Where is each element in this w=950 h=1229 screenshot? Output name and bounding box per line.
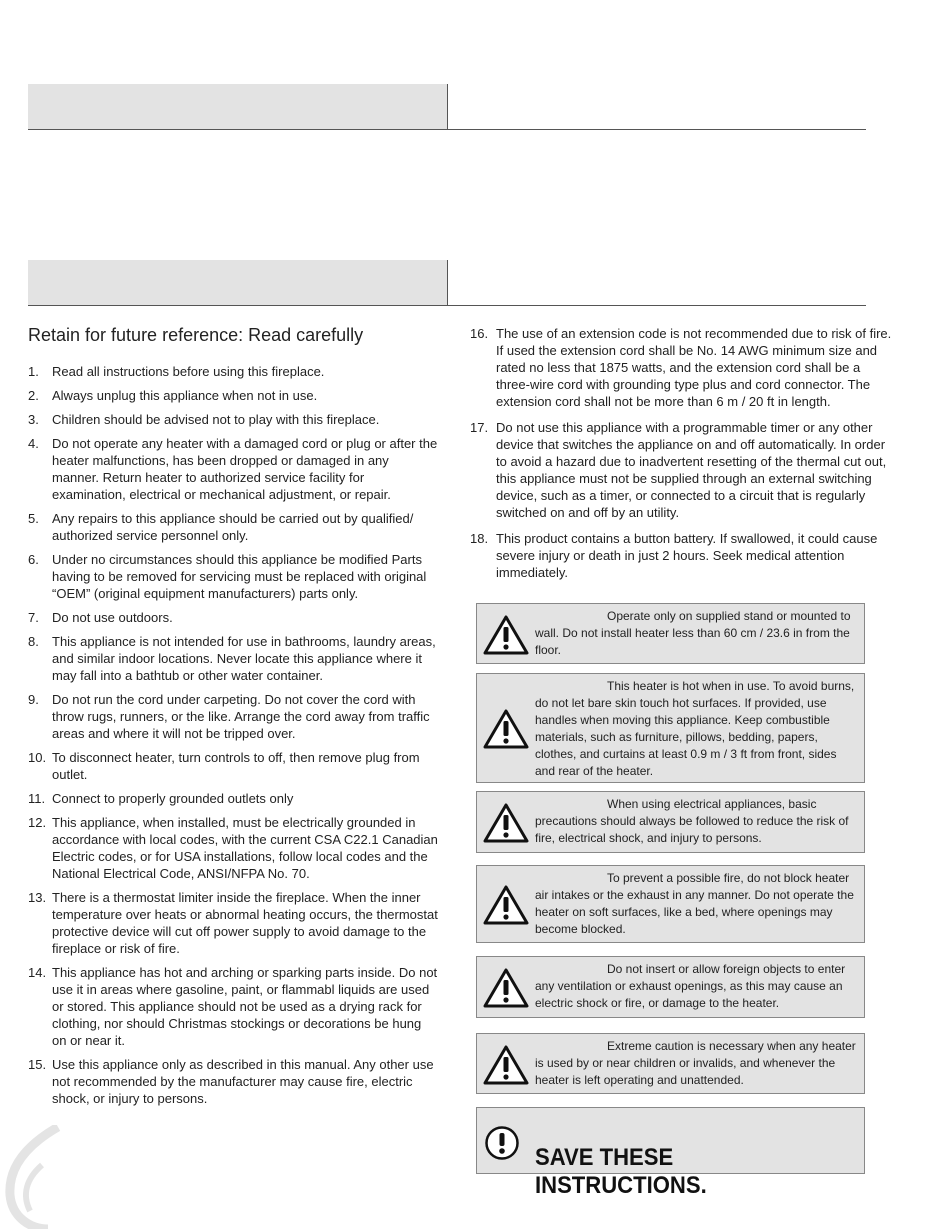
warning-triangle-icon [482, 967, 530, 1009]
header-bar-2 [28, 260, 447, 305]
warning-text-rest: air intakes or the exhaust in any manner. Do not operate the heater on soft surfaces, like a bed, where openings may become blocked. [535, 888, 854, 936]
list-item [28, 387, 438, 404]
warning-text-rest: wall. Do not install heater less than 60 cm / 23.6 in from the floor. [535, 626, 850, 657]
list-item-number: 4. [28, 436, 39, 451]
list-item-number: 11. [28, 791, 46, 806]
warning-text-first: When using electrical appliances, basic [607, 797, 817, 811]
list-item-number: 8. [28, 634, 39, 649]
list-item [28, 749, 438, 783]
list-item-number: 6. [28, 552, 39, 567]
warning-text-rest: precautions should always be followed to reduce the risk of fire, electrical shock, and injury to persons. [535, 814, 849, 845]
warning-text [535, 678, 858, 780]
list-item [470, 419, 895, 521]
save-instructions-label: SAVE THESE INSTRUCTIONS. [535, 1144, 707, 1199]
list-item-text: Do not run the cord under carpeting. Do not cover the cord with throw rugs, runners, or the like. Arrange the cord away from traffic areas and where it will not be tripped over. [52, 692, 430, 741]
warning-text [535, 796, 858, 847]
list-item-text: Do not use this appliance with a programmable timer or any other device that switches the appliance on and off automatically. In order to avoid a hazard due to inadvertent resetting of the thermal cut out, this appliance must not be supplied through an external switching device, such as a timer, or connected to a circuit that is regularly switched on and off by an utility. [496, 420, 887, 520]
warning-box [476, 956, 865, 1018]
list-item-text: This appliance has hot and arching or sparking parts inside. Do not use it in areas where gasoline, paint, or flammabl liquids are used or stored. This appliance should not be used as a drying rack for clothing, nor should Christmas stockings or decorations be hung on or near it. [52, 965, 438, 1048]
header-bar-1 [28, 84, 447, 129]
save-instructions-box [476, 1107, 865, 1199]
list-item-text: Use this appliance only as described in this manual. Any other use not recommended by the manufacturer may cause fire, electric shock, or injury to persons. [52, 1057, 434, 1106]
list-item-number: 3. [28, 412, 39, 427]
warning-triangle-icon [482, 884, 530, 926]
list-item [470, 325, 895, 410]
warning-box [476, 1033, 865, 1094]
warning-text [535, 608, 858, 659]
list-item [470, 530, 895, 581]
warning-text-first: Extreme caution is necessary when any heater [607, 1039, 856, 1053]
warning-text-first: Operate only on supplied stand or mounted to [607, 609, 851, 623]
warning-triangle-icon [482, 1044, 530, 1086]
list-item [28, 814, 438, 882]
warning-box [476, 673, 865, 783]
warning-text [535, 1038, 858, 1089]
list-item-text: Connect to properly grounded outlets only [52, 791, 294, 806]
list-item-text: The use of an extension code is not recommended due to risk of fire. If used the extension cord shall be No. 14 AWG minimum size and rated no less that 1875 watts, and the extension cord shall be a three-wire cord with grounding type plus and cord connector. The extension cord shall not be more than 6 m / 20 ft in length. [496, 326, 892, 409]
warning-triangle-icon [482, 708, 530, 750]
warning-text-rest: do not let bare skin touch hot surfaces. If provided, use handles when moving this appliance. Keep combustible materials, such as furniture, pillows, bedding, papers, clothes, and curtains at least 0.9 m / 3 ft from front, sides and rear of the heater. [535, 696, 837, 778]
list-item-number: 14. [28, 965, 47, 980]
list-item-text: Children should be advised not to play with this fireplace. [52, 412, 380, 427]
list-item [28, 889, 438, 957]
list-item [28, 964, 438, 1049]
list-item [28, 363, 438, 380]
exclamation-circle-icon [485, 1126, 519, 1160]
list-item-text: Read all instructions before using this fireplace. [52, 364, 325, 379]
header-divider-1 [447, 84, 448, 129]
list-item-text: Do not use outdoors. [52, 610, 173, 625]
section-subtitle: Retain for future reference: Read carefully [28, 325, 364, 345]
list-item-text: This appliance is not intended for use in bathrooms, laundry areas, and similar indoor locations. Never locate this appliance where it may fall into a bathtub or other water container. [52, 634, 436, 683]
warning-text [535, 961, 858, 1012]
warning-text-rest: is used by or near children or invalids, and whenever the heater is left operating and unattended. [535, 1056, 836, 1087]
warning-text-first: To prevent a possible fire, do not block heater [607, 871, 850, 885]
list-item [28, 633, 438, 684]
warning-box [476, 603, 865, 664]
list-item [28, 790, 438, 807]
warning-text-rest: any ventilation or exhaust openings, as this may cause an electric shock or fire, or damage to the heater. [535, 979, 843, 1010]
list-item-number: 13. [28, 890, 47, 905]
list-item-text: This appliance, when installed, must be electrically grounded in accordance with local codes, with the current CSA C22.1 Canadian Electric codes, or for USA installations, follow local codes and the National Electrical Code, ANSI/NFPA No. 70. [52, 815, 438, 881]
header-rule-2 [28, 305, 866, 306]
warning-triangle-icon [482, 802, 530, 844]
list-item-text: This product contains a button battery. If swallowed, it could cause severe injury or death in just 2 hours. Seek medical attention immediately. [496, 531, 878, 580]
warning-text-first: Do not insert or allow foreign objects to enter [607, 962, 846, 976]
list-item-text: Under no circumstances should this appliance be modified Parts having to be removed for servicing must be replaced with original “OEM” (original equipment manufacturers) parts only. [52, 552, 427, 601]
list-item-text: Any repairs to this appliance should be carried out by qualified/ authorized service personnel only. [52, 511, 414, 543]
list-item [28, 551, 438, 602]
list-item [28, 691, 438, 742]
list-item-number: 5. [28, 511, 39, 526]
list-item-number: 1. [28, 364, 39, 379]
list-item-text: There is a thermostat limiter inside the fireplace. When the inner temperature over heats or abnormal heating occurs, the thermostat protective device will cut off power supply to avoid damage to the fireplace or risk of fire. [52, 890, 438, 956]
list-item [28, 411, 438, 428]
warning-box [476, 865, 865, 943]
list-item [28, 1056, 438, 1107]
list-item [28, 510, 438, 544]
list-item [28, 609, 438, 626]
list-item-number: 2. [28, 388, 39, 403]
warning-triangle-icon [482, 614, 530, 656]
list-item-number: 10. [28, 750, 47, 765]
list-item-text: Always unplug this appliance when not in use. [52, 388, 318, 403]
warning-text-first: This heater is hot when in use. To avoid burns, [607, 679, 855, 693]
list-item-number: 17. [470, 420, 489, 435]
list-item-number: 16. [470, 326, 489, 341]
warning-box [476, 791, 865, 853]
list-item-text: To disconnect heater, turn controls to off, then remove plug from outlet. [52, 750, 420, 782]
header-divider-2 [447, 260, 448, 305]
flame-logo-icon [0, 1125, 80, 1229]
warning-text [535, 870, 858, 938]
list-item-number: 18. [470, 531, 489, 546]
safety-list-right [470, 325, 895, 581]
list-item-number: 15. [28, 1057, 47, 1072]
list-item-number: 9. [28, 692, 39, 707]
list-item-text: Do not operate any heater with a damaged cord or plug or after the heater malfunctions, has been dropped or damaged in any manner. Return heater to authorized service facility for examination, electrical or mechanical adjustment, or repair. [52, 436, 438, 502]
list-item-number: 7. [28, 610, 39, 625]
list-item [28, 435, 438, 503]
list-item-number: 12. [28, 815, 47, 830]
safety-list-left [28, 363, 438, 1107]
header-rule-1 [28, 129, 866, 130]
